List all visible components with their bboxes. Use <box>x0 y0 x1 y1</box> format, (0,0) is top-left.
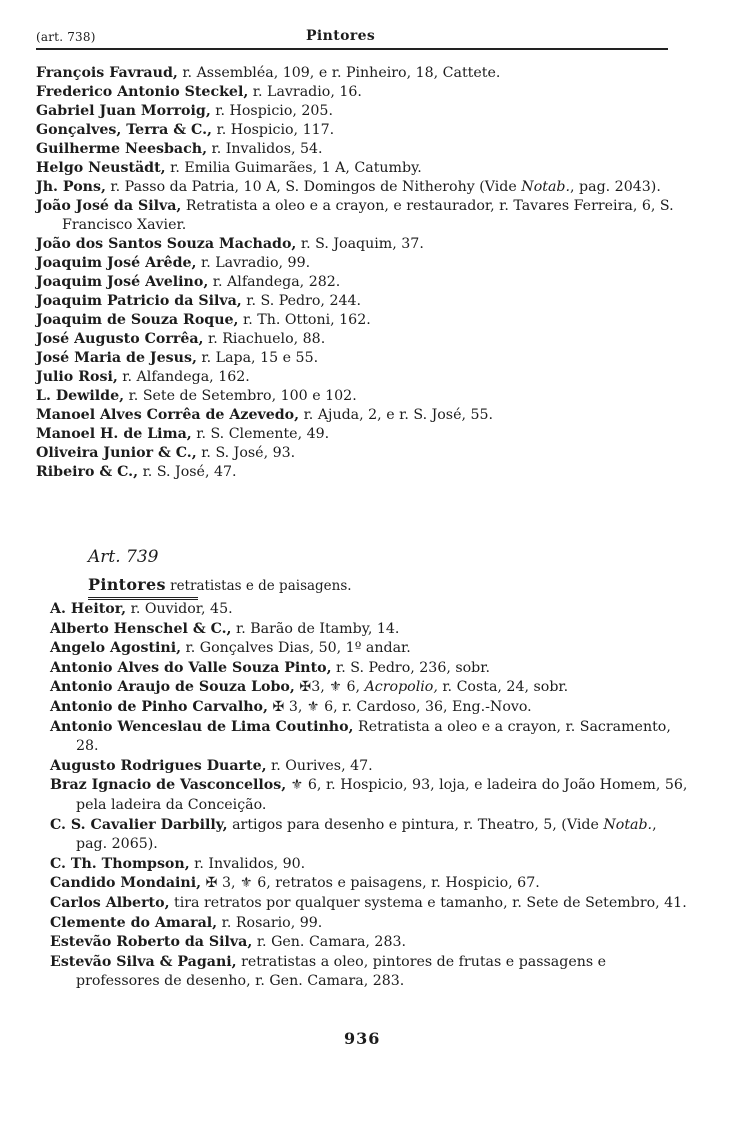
list-item: Joaquim José Avelino, r. Alfandega, 282. <box>36 274 341 290</box>
list-item: A. Heitor, r. Ouvidor, 45. <box>50 601 233 617</box>
list-item: L. Dewilde, r. Sete de Setembro, 100 e 102. <box>36 388 357 404</box>
list-item: Joaquim José Arêde, r. Lavradio, 99. <box>36 255 311 271</box>
entry-list-retratistas <box>50 600 690 992</box>
list-item: Helgo Neustädt, r. Emilia Guimarães, 1 A, Catumby. <box>36 160 422 176</box>
list-item: Alberto Henschel & C., r. Barão de Itamby, 14. <box>50 620 400 637</box>
list-item: Braz Ignacio de Vasconcellos, ⚜ 6, r. Hospicio, 93, loja, e ladeira do João Homem, 56, pela ladeira da Conceição. <box>50 777 688 813</box>
article-heading: Art. 739 <box>88 547 159 567</box>
list-item: Antonio Wenceslau de Lima Coutinho, Retratista a oleo e a crayon, r. Sacramento, 28. <box>50 718 671 755</box>
list-item: Gabriel Juan Morroig, r. Hospicio, 205. <box>36 103 333 119</box>
list-item: Estevão Roberto da Silva, r. Gen. Camara, 283. <box>50 934 407 951</box>
list-item: João José da Silva, Retratista a oleo e a crayon, e restaurador, r. Tavares Ferreira, 6, S. Francisco Xavier. <box>36 198 674 233</box>
entry-list-pintores <box>36 64 676 482</box>
page-number: 936 <box>344 1029 381 1048</box>
list-item: C. Th. Thompson, r. Invalidos, 90. <box>50 855 306 872</box>
list-item: Joaquim Patricio da Silva, r. S. Pedro, 244. <box>36 293 362 309</box>
list-item: Estevão Silva & Pagani, retratistas a oleo, pintores de frutas e passagens e professores de desenho, r. Gen. Camara, 283. <box>50 953 607 990</box>
list-item: Antonio Alves do Valle Souza Pinto, r. S. Pedro, 236, sobr. <box>50 659 490 676</box>
section-subtitle: retratistas e de paisagens. <box>165 578 352 594</box>
list-item: Jh. Pons, r. Passo da Patria, 10 A, S. Domingos de Nitherohy (Vide Notab., pag. 2043). <box>36 179 661 195</box>
page-header <box>36 28 668 50</box>
list-item: José Augusto Corrêa, r. Riachuelo, 88. <box>36 331 326 347</box>
list-item: Frederico Antonio Steckel, r. Lavradio, 16. <box>36 84 362 100</box>
list-item: Julio Rosi, r. Alfandega, 162. <box>36 369 250 385</box>
list-item: Augusto Rodrigues Duarte, r. Ourives, 47. <box>50 757 373 774</box>
list-item: Antonio Araujo de Souza Lobo, ✠3, ⚜ 6, Acropolio, r. Costa, 24, sobr. <box>50 679 569 696</box>
list-item: Oliveira Junior & C., r. S. José, 93. <box>36 445 296 461</box>
article-reference: (art. 738) <box>36 30 96 44</box>
running-title: Pintores <box>306 28 376 44</box>
list-item: Angelo Agostini, r. Gonçalves Dias, 50, 1º andar. <box>50 640 411 657</box>
list-item: Clemente do Amaral, r. Rosario, 99. <box>50 914 323 931</box>
list-item: Gonçalves, Terra & C., r. Hospicio, 117. <box>36 122 335 138</box>
list-item: Ribeiro & C., r. S. José, 47. <box>36 464 237 480</box>
list-item: Manoel H. de Lima, r. S. Clemente, 49. <box>36 426 330 442</box>
list-item: José Maria de Jesus, r. Lapa, 15 e 55. <box>36 350 319 366</box>
list-item: Antonio de Pinho Carvalho, ✠ 3, ⚜ 6, r. Cardoso, 36, Eng.-Novo. <box>50 698 532 715</box>
list-item: Joaquim de Souza Roque, r. Th. Ottoni, 162. <box>36 312 371 328</box>
section-title-main: Pintores <box>88 575 166 594</box>
list-item: Candido Mondaini, ✠ 3, ⚜ 6, retratos e paisagens, r. Hospicio, 67. <box>50 875 540 892</box>
list-item: João dos Santos Souza Machado, r. S. Joaquim, 37. <box>36 236 424 252</box>
list-item: Guilherme Neesbach, r. Invalidos, 54. <box>36 141 323 157</box>
list-item: C. S. Cavalier Darbilly, artigos para desenho e pintura, r. Theatro, 5, (Vide Notab., pag. 2065). <box>50 816 657 853</box>
list-item: Manoel Alves Corrêa de Azevedo, r. Ajuda, 2, e r. S. José, 55. <box>36 407 494 423</box>
section-title <box>88 575 352 594</box>
list-item: François Favraud, r. Assembléa, 109, e r. Pinheiro, 18, Cattete. <box>36 65 501 81</box>
list-item: Carlos Alberto, tira retratos por qualquer systema e tamanho, r. Sete de Setembro, 41. <box>50 894 687 911</box>
header-rule <box>36 48 668 50</box>
